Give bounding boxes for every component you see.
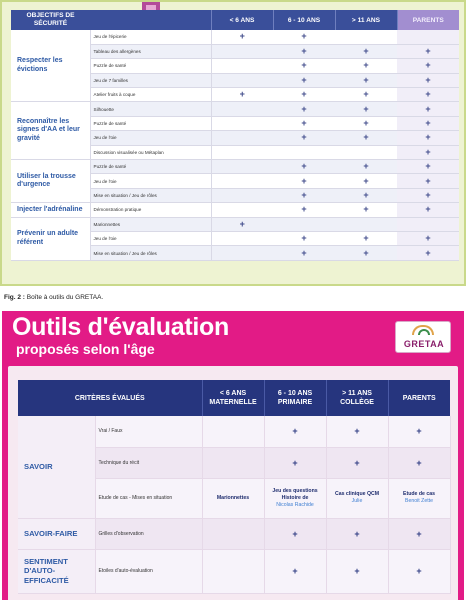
header-blank	[90, 10, 211, 30]
header-age-over-11: > 11 ANS COLLÈGE	[326, 380, 388, 416]
tool-example: Puzzle de santé	[90, 59, 211, 73]
plus-mark	[202, 447, 264, 478]
objective-label: Injecter l'adrénaline	[11, 203, 90, 217]
plus-mark	[211, 131, 273, 145]
plus-mark	[335, 30, 397, 44]
plus-mark	[211, 145, 273, 159]
table-row	[11, 30, 459, 44]
table-row	[18, 549, 450, 593]
plus-mark: +	[388, 518, 450, 549]
tool-label: Technique du récit	[95, 447, 202, 478]
table-row	[11, 203, 459, 217]
objective-label: Respecter les évictions	[11, 30, 90, 102]
table-row	[18, 518, 450, 549]
plus-mark: +	[273, 231, 335, 245]
plus-mark: +	[397, 203, 459, 217]
tool-label: Etude de cas - Mises en situation	[95, 478, 202, 518]
plus-mark	[211, 102, 273, 116]
header-parents: PARENTS	[388, 380, 450, 416]
plus-mark: +	[264, 416, 326, 447]
table-row	[11, 160, 459, 174]
plus-mark: +	[335, 59, 397, 73]
plus-mark	[335, 217, 397, 231]
criterion-savoir: SAVOIR	[18, 416, 95, 518]
plus-mark	[211, 116, 273, 130]
plus-mark: +	[397, 160, 459, 174]
tool-cell: Cas clinique QCM Julie	[326, 478, 388, 518]
plus-mark: +	[335, 174, 397, 188]
plus-mark: +	[335, 188, 397, 202]
caption-text: Boîte à outils du GRETAA.	[24, 294, 104, 301]
plus-mark: +	[264, 518, 326, 549]
plus-mark: +	[397, 174, 459, 188]
tool-example: Mise en situation / Jeu de rôles	[90, 246, 211, 260]
plus-mark: +	[335, 131, 397, 145]
tool-example: Silhouette	[90, 102, 211, 116]
evaluation-tools-figure	[2, 311, 464, 600]
plus-mark: +	[273, 203, 335, 217]
plus-mark: +	[335, 231, 397, 245]
criterion-savoir-faire: SAVOIR-FAIRE	[18, 518, 95, 549]
header-parents: PARENTS	[397, 10, 459, 30]
tool-example: Jeu de l'oie	[90, 131, 211, 145]
plus-mark: +	[397, 73, 459, 87]
tool-cell: Etude de cas Benoit Zette	[388, 478, 450, 518]
plus-mark: +	[397, 116, 459, 130]
plus-mark	[211, 59, 273, 73]
plus-mark	[211, 174, 273, 188]
tool-example: Jeu de l'oie	[90, 231, 211, 245]
plus-mark: +	[273, 131, 335, 145]
tool-label: Vrai / Faux	[95, 416, 202, 447]
plus-mark: +	[335, 88, 397, 102]
tool-example: Jeu de l'oie	[90, 174, 211, 188]
tool-example: Tableau des allergènes	[90, 44, 211, 58]
tool-label: Etoiles d'auto-évaluation	[95, 549, 202, 593]
plus-mark: +	[335, 203, 397, 217]
plus-mark: +	[397, 145, 459, 159]
plus-mark	[211, 188, 273, 202]
criterion-self-efficacy: SENTIMENT D'AUTO-EFFICACITÉ	[18, 549, 95, 593]
header-objectives: OBJECTIFS DE SÉCURITÉ	[11, 10, 90, 30]
plus-mark: +	[326, 447, 388, 478]
table-row	[18, 416, 450, 447]
plus-mark	[211, 246, 273, 260]
plus-mark: +	[273, 73, 335, 87]
plus-mark	[211, 73, 273, 87]
plus-mark: +	[388, 416, 450, 447]
objective-label: Reconnaître les signes d'AA et leur gravité	[11, 102, 90, 160]
logo-text: GRETAA	[403, 339, 445, 349]
plus-mark: +	[335, 246, 397, 260]
objective-label: Utiliser la trousse d'urgence	[11, 160, 90, 203]
plus-mark: +	[388, 447, 450, 478]
plus-mark	[273, 145, 335, 159]
plus-mark: +	[326, 518, 388, 549]
tool-example: Atelier fruits à coque	[90, 88, 211, 102]
plus-mark	[211, 160, 273, 174]
header-age-under-6: < 6 ANS	[211, 10, 273, 30]
plus-mark: +	[335, 44, 397, 58]
plus-mark: +	[388, 549, 450, 593]
plus-mark: +	[397, 188, 459, 202]
plus-mark: +	[326, 549, 388, 593]
evaluation-table	[18, 380, 451, 594]
objective-label: Prévenir un adulte référent	[11, 217, 90, 260]
plus-mark	[211, 44, 273, 58]
plus-mark	[202, 416, 264, 447]
plus-mark: +	[273, 30, 335, 44]
header-age-6-10: 6 - 10 ANS PRIMAIRE	[264, 380, 326, 416]
plus-mark	[335, 145, 397, 159]
plus-mark: +	[397, 246, 459, 260]
plus-mark: +	[397, 44, 459, 58]
plus-mark: +	[335, 73, 397, 87]
toolbox-figure	[0, 0, 466, 286]
plus-mark: +	[335, 102, 397, 116]
header-age-over-11: > 11 ANS	[335, 10, 397, 30]
plus-mark	[211, 203, 273, 217]
header-criteria: CRITÈRES ÉVALUÉS	[18, 380, 202, 416]
tool-label: Grilles d'observation	[95, 518, 202, 549]
plus-mark	[397, 30, 459, 44]
plus-mark	[397, 217, 459, 231]
plus-mark: +	[264, 549, 326, 593]
tool-example: Puzzle de santé	[90, 116, 211, 130]
tool-example: Mise en situation / Jeu de rôles	[90, 188, 211, 202]
table-row	[11, 217, 459, 231]
plus-mark: +	[211, 30, 273, 44]
plus-mark: +	[397, 59, 459, 73]
figure-caption	[4, 294, 103, 301]
plus-mark: +	[273, 102, 335, 116]
plus-mark: +	[273, 188, 335, 202]
tool-cell: Jeu des questions Histoire de Nicolas Rachide	[264, 478, 326, 518]
plus-mark: +	[273, 44, 335, 58]
plus-mark: +	[273, 88, 335, 102]
plus-mark: +	[335, 160, 397, 174]
tool-example: Démonstration pratique	[90, 203, 211, 217]
toolbox-table	[11, 10, 459, 261]
tool-example: Marionnettes	[90, 217, 211, 231]
plus-mark: +	[326, 416, 388, 447]
plus-mark: +	[397, 102, 459, 116]
tool-example: Discussion visualisée ou Métaplan	[90, 145, 211, 159]
plus-mark: +	[273, 160, 335, 174]
header-age-under-6: < 6 ANS MATERNELLE	[202, 380, 264, 416]
plus-mark: +	[273, 59, 335, 73]
plus-mark	[273, 217, 335, 231]
plus-mark: +	[273, 246, 335, 260]
plus-mark: +	[397, 88, 459, 102]
plus-mark: +	[397, 131, 459, 145]
caption-label: Fig. 2 :	[4, 294, 25, 301]
plus-mark: +	[264, 447, 326, 478]
evaluation-panel	[8, 366, 458, 600]
figure-subtitle: proposés selon l'âge	[16, 341, 155, 357]
tool-example: Jeu de 7 familles	[90, 73, 211, 87]
plus-mark: +	[273, 174, 335, 188]
plus-mark: +	[335, 116, 397, 130]
figure-title: Outils d'évaluation	[12, 313, 229, 341]
table-row	[11, 102, 459, 116]
tool-example: Jeu de l'épicerie	[90, 30, 211, 44]
plus-mark: +	[211, 217, 273, 231]
plus-mark: +	[273, 116, 335, 130]
plus-mark	[202, 518, 264, 549]
tool-example: Puzzle de santé	[90, 160, 211, 174]
plus-mark	[211, 231, 273, 245]
plus-mark: +	[397, 231, 459, 245]
plus-mark: +	[211, 88, 273, 102]
plus-mark	[202, 549, 264, 593]
header-age-6-10: 6 - 10 ANS	[273, 10, 335, 30]
tool-cell: Marionnettes	[202, 478, 264, 518]
gretaa-logo	[395, 321, 451, 353]
